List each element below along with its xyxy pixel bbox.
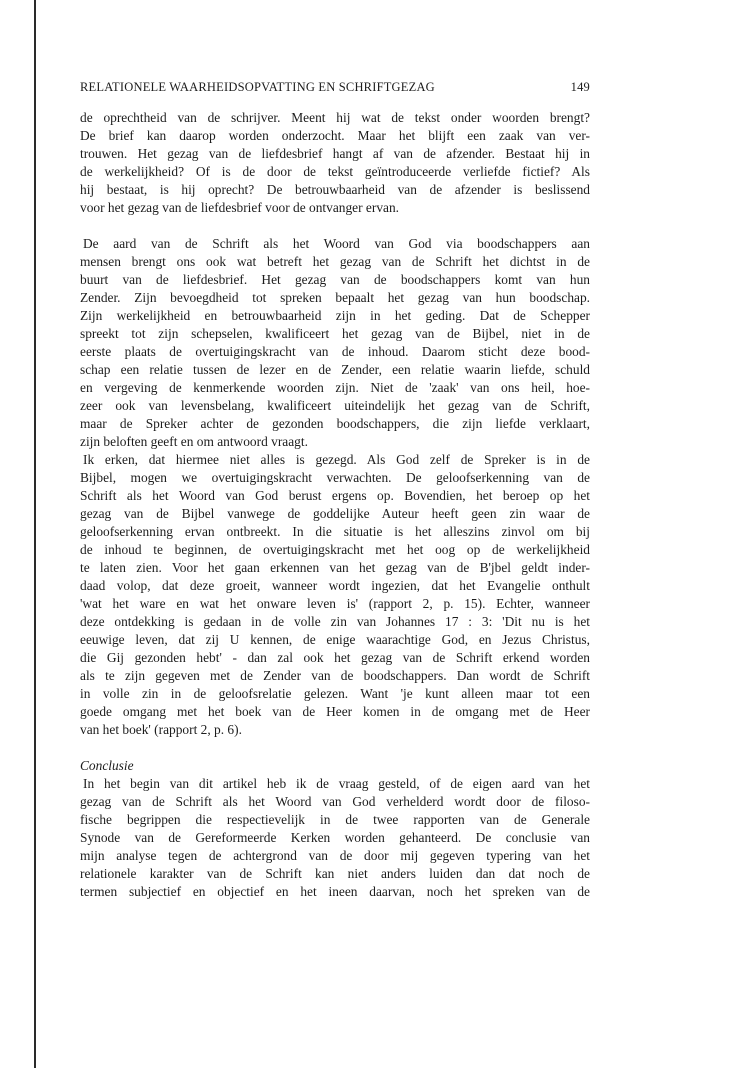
text-line: eerste plaats de overtuigingskracht van de inhoud. Daarom sticht deze bood- xyxy=(80,344,590,359)
text-line: maar de Spreker achter de gezonden boodschappers, die zijn liefde verklaart, xyxy=(80,416,590,431)
page-number: 149 xyxy=(570,80,590,94)
text-line: zeer ook van levensbelang, kwalificeert uiteindelijk het gezag van de Schrift, xyxy=(80,398,590,413)
text-line: In het begin van dit artikel heb ik de vraag gesteld, of de eigen aard van het xyxy=(83,776,590,791)
text-line: De brief kan daarop worden onderzocht. Maar het blijft een zaak van ver- xyxy=(80,128,590,143)
text-line: Zijn werkelijkheid en betrouwbaarheid zijn in het geding. Dat de Schepper xyxy=(80,308,590,323)
text-line: 'wat het ware en wat het onware leven is' (rapport 2, p. 15). Echter, wanneer xyxy=(80,596,590,611)
text-line: Ik erken, dat hiermee niet alles is gezegd. Als God zelf de Spreker is in de xyxy=(83,452,590,467)
text-line: eeuwige leven, dat zij U kennen, de enige waarachtige God, en Jezus Christus, xyxy=(80,632,590,647)
section-heading: Conclusie xyxy=(80,758,134,773)
page-binding-edge xyxy=(34,0,36,1068)
text-line: hij bestaat, is hij oprecht? De betrouwbaarheid van de afzender is beslissend xyxy=(80,182,590,197)
text-line: De aard van de Schrift als het Woord van God via boodschappers aan xyxy=(83,236,590,251)
running-title: RELATIONELE WAARHEIDSOPVATTING EN SCHRIFTGEZAG xyxy=(80,80,435,94)
text-line: daad volop, dat deze groeit, wanneer wordt ingezien, dat het Evangelie onthult xyxy=(80,578,590,593)
text-line: trouwen. Het gezag van de liefdesbrief hangt af van de afzender. Bestaat hij in xyxy=(80,146,590,161)
paragraph-1 xyxy=(80,109,590,217)
text-line: Synode van de Gereformeerde Kerken worden gehanteerd. De conclusie van xyxy=(80,830,590,845)
text-line: de inhoud te beginnen, de overtuigingskracht met het oog op de werkelijkheid xyxy=(80,542,590,557)
text-line: termen subjectief en objectief en het ineen daarvan, noch het spreken van de xyxy=(80,884,590,899)
text-line: als te zijn gegeven met de Zender van de boodschappers. Dan wordt de Schrift xyxy=(80,668,590,683)
text-line: Bijbel, mogen we overtuigingskracht verwachten. De geloofserkenning van de xyxy=(80,470,590,485)
text-line: zijn beloften geeft en om antwoord vraagt. xyxy=(80,434,308,449)
text-line: gezag van de Bijbel vanwege de goddelijke Auteur heeft geen zin waar de xyxy=(80,506,590,521)
text-line: geloofserkenning ervan ontbreekt. In die situatie is het alleszins zinvol om bij xyxy=(80,524,590,539)
text-line: buurt van de liefdesbrief. Het gezag van de boodschappers komt van hun xyxy=(80,272,590,287)
text-line: mijn analyse tegen de achtergrond van de door mij gegeven typering van het xyxy=(80,848,590,863)
conclusion-section xyxy=(80,757,590,901)
text-line: gezag van de Schrift als het Woord van God verhelderd wordt door de filoso- xyxy=(80,794,590,809)
paragraph-2 xyxy=(80,235,590,451)
book-page xyxy=(80,80,590,901)
text-line: in volle zin in de geloofsrelatie gelezen. Want 'je kunt alleen maar tot een xyxy=(80,686,590,701)
text-line: relationele karakter van de Schrift kan niet anders luiden dan dat noch de xyxy=(80,866,590,881)
text-line: goede omgang met het boek van de Heer komen in de omgang met de Heer xyxy=(80,704,590,719)
running-header xyxy=(80,80,590,95)
text-line: voor het gezag van de liefdesbrief voor de ontvanger ervan. xyxy=(80,200,400,215)
text-line: de werkelijkheid? Of is de door de tekst geïntroduceerde verliefde fictief? Als xyxy=(80,164,590,179)
text-line: fische begrippen die respectievelijk in de twee rapporten van de Generale xyxy=(80,812,590,827)
text-line: Zender. Zijn bevoegdheid tot spreken bepaalt het gezag van hun boodschap. xyxy=(80,290,590,305)
text-line: deze ontdekking is gedaan in de volle zin van Johannes 17 : 3: 'Dit nu is het xyxy=(80,614,590,629)
text-line: Schrift als het Woord van God berust ergens op. Bovendien, het beroep op het xyxy=(80,488,590,503)
text-line: te laten zien. Voor het gaan erkennen van het gezag van de B'jbel geldt inder- xyxy=(80,560,590,575)
paragraph-3 xyxy=(80,451,590,739)
text-line: schap een relatie tussen de lezer en de Zender, een relatie waarin liefde, schuld xyxy=(80,362,590,377)
text-line: spreekt tot zijn schepselen, kwalificeert het gezag van de Bijbel, niet in de xyxy=(80,326,590,341)
text-line: de oprechtheid van de schrijver. Meent hij wat de tekst onder woorden brengt? xyxy=(80,110,590,125)
text-line: mensen brengt ons ook wat betreft het gezag van de Schrift het dichtst in de xyxy=(80,254,590,269)
text-line: van het boek' (rapport 2, p. 6). xyxy=(80,722,242,737)
text-line: en vergeving de kenmerkende woorden zijn. Niet de 'zaak' van ons heil, hoe- xyxy=(80,380,590,395)
text-line: die Gij gezonden hebt' - dan zal ook het gezag van de Schrift erkend worden xyxy=(80,650,590,665)
